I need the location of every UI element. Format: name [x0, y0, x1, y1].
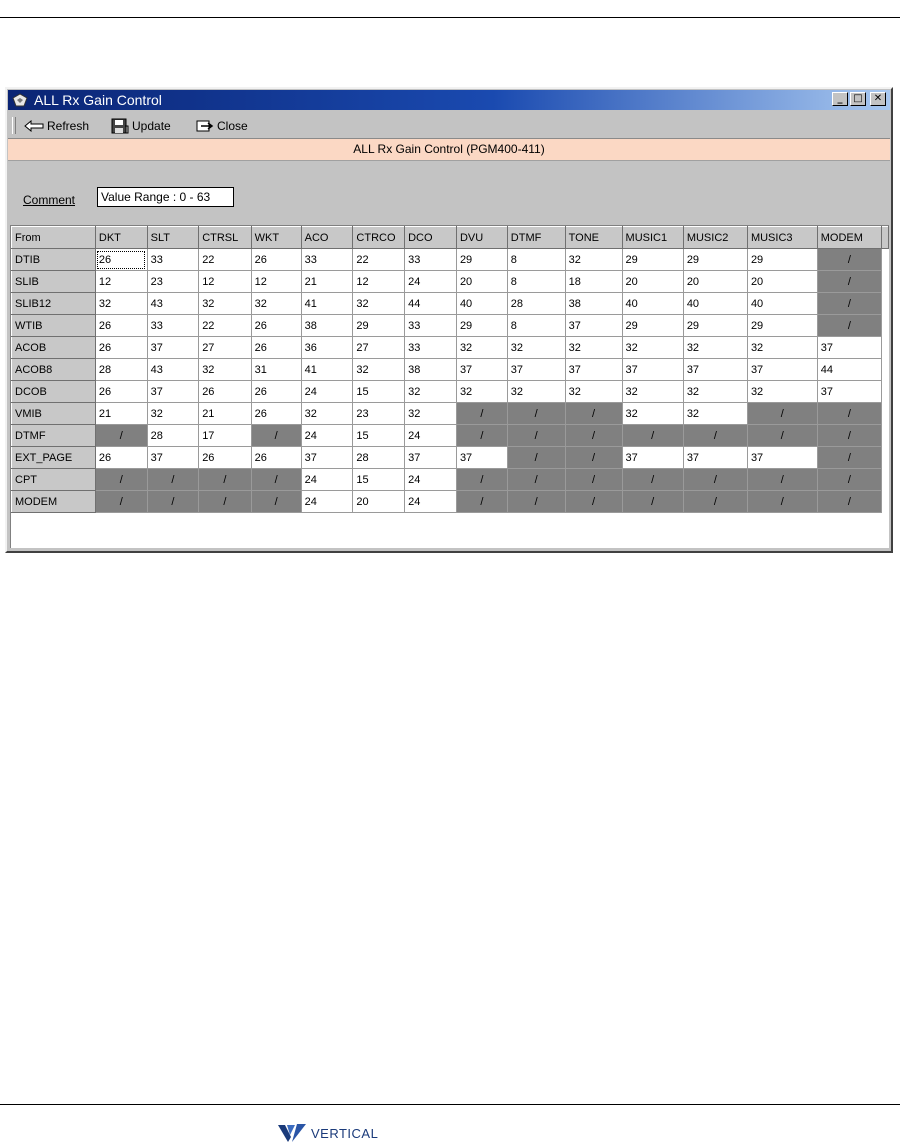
grid-cell-unavailable: / [251, 425, 301, 447]
grid-cell[interactable]: 29 [683, 249, 747, 271]
grid-cell[interactable]: 38 [565, 293, 622, 315]
grid-cell[interactable]: 22 [199, 249, 251, 271]
grid-cell-unavailable: / [683, 469, 747, 491]
row-header-wtib[interactable]: WTIB [12, 315, 96, 337]
grid-cell[interactable]: 29 [683, 315, 747, 337]
grid-cell[interactable]: 32 [199, 359, 251, 381]
grid-cell[interactable]: 15 [353, 425, 405, 447]
row-header-acob8[interactable]: ACOB8 [12, 359, 96, 381]
grid-cell[interactable]: 38 [405, 359, 457, 381]
grid-cell[interactable]: 12 [95, 271, 147, 293]
grid-cell[interactable]: 37 [507, 359, 565, 381]
grid-cell-unavailable: / [199, 469, 251, 491]
grid-cell-unavailable: / [817, 249, 881, 271]
grid-cell-unavailable: / [683, 491, 747, 513]
grid-cell[interactable]: 24 [301, 425, 353, 447]
grid-cell[interactable]: 21 [199, 403, 251, 425]
grid-cell[interactable]: 40 [683, 293, 747, 315]
column-header-music2[interactable]: MUSIC2 [683, 227, 747, 249]
grid-cell-unavailable: / [817, 425, 881, 447]
grid-row-filler [882, 403, 889, 425]
grid-cell[interactable]: 29 [622, 315, 683, 337]
grid-cell[interactable]: 12 [251, 271, 301, 293]
grid-cell-unavailable: / [199, 491, 251, 513]
grid-cell-unavailable: / [507, 491, 565, 513]
grid-cell[interactable]: 43 [147, 359, 199, 381]
column-header-ctrco[interactable]: CTRCO [353, 227, 405, 249]
grid-cell[interactable]: 37 [565, 315, 622, 337]
grid-cell-unavailable: / [817, 315, 881, 337]
table-row [12, 469, 889, 491]
grid-cell[interactable]: 27 [199, 337, 251, 359]
grid-cell[interactable]: 32 [507, 381, 565, 403]
grid-cell[interactable]: 8 [507, 271, 565, 293]
grid-cell[interactable]: 15 [353, 381, 405, 403]
page-banner: ALL Rx Gain Control (PGM400-411) [8, 139, 890, 161]
comment-input[interactable] [97, 187, 234, 207]
grid-cell[interactable]: 22 [353, 249, 405, 271]
grid-cell[interactable]: 26 [95, 337, 147, 359]
grid-cell[interactable]: 37 [683, 359, 747, 381]
grid-cell[interactable]: 28 [353, 447, 405, 469]
grid-row-filler [882, 447, 889, 469]
grid-cell[interactable]: 23 [147, 271, 199, 293]
grid-cell[interactable]: 12 [199, 271, 251, 293]
grid-cell-unavailable: / [507, 447, 565, 469]
grid-cell-unavailable: / [507, 469, 565, 491]
refresh-arrow-icon [24, 120, 44, 132]
grid-cell[interactable]: 37 [622, 447, 683, 469]
grid-header-row [12, 227, 889, 249]
grid-cell-unavailable: / [817, 403, 881, 425]
minimize-button[interactable]: _ [832, 92, 848, 106]
grid-cell[interactable]: 8 [507, 249, 565, 271]
grid-cell[interactable]: 32 [683, 403, 747, 425]
close-window-button[interactable]: ✕ [870, 92, 886, 106]
row-header-slib[interactable]: SLIB [12, 271, 96, 293]
column-header-slt[interactable]: SLT [147, 227, 199, 249]
table-row [12, 359, 889, 381]
table-row [12, 425, 889, 447]
grid-cell[interactable]: 27 [353, 337, 405, 359]
grid-cell-unavailable: / [747, 403, 817, 425]
grid-row-filler [882, 315, 889, 337]
grid-cell[interactable]: 38 [301, 315, 353, 337]
grid-row-filler [882, 469, 889, 491]
grid-cell[interactable]: 37 [147, 381, 199, 403]
grid-cell[interactable]: 8 [507, 315, 565, 337]
grid-cell[interactable]: 32 [565, 337, 622, 359]
grid-cell[interactable]: 40 [747, 293, 817, 315]
grid-cell[interactable]: 24 [405, 469, 457, 491]
grid-cell-unavailable: / [251, 469, 301, 491]
grid-row-filler [882, 491, 889, 513]
grid-cell[interactable]: 32 [622, 381, 683, 403]
grid-cell[interactable]: 37 [747, 359, 817, 381]
grid-cell[interactable]: 32 [622, 403, 683, 425]
grid-cell[interactable]: 24 [301, 469, 353, 491]
close-label: Close [217, 118, 248, 133]
grid-cell[interactable]: 29 [456, 249, 507, 271]
grid-cell[interactable]: 24 [405, 271, 457, 293]
grid-cell-unavailable: / [147, 491, 199, 513]
close-door-icon [196, 119, 214, 133]
grid-row-filler [882, 293, 889, 315]
grid-cell[interactable]: 37 [456, 447, 507, 469]
grid-corner-header: From [12, 227, 96, 249]
refresh-label: Refresh [47, 118, 90, 133]
grid-cell[interactable]: 32 [456, 337, 507, 359]
grid-cell-unavailable: / [565, 403, 622, 425]
column-header-dkt[interactable]: DKT [95, 227, 147, 249]
toolbar [8, 112, 890, 139]
grid-cell-unavailable: / [565, 425, 622, 447]
table-row [12, 271, 889, 293]
table-row [12, 447, 889, 469]
grid-cell[interactable]: 33 [405, 315, 457, 337]
grid-cell[interactable]: 37 [747, 447, 817, 469]
row-header-dtib[interactable]: DTIB [12, 249, 96, 271]
grid-cell[interactable]: 37 [817, 381, 881, 403]
grid-cell[interactable]: 40 [456, 293, 507, 315]
grid-cell[interactable]: 37 [622, 359, 683, 381]
grid-cell[interactable]: 26 [251, 381, 301, 403]
grid-cell[interactable]: 32 [747, 381, 817, 403]
maximize-button[interactable]: □ [850, 92, 866, 106]
grid-cell-unavailable: / [622, 425, 683, 447]
grid-cell[interactable]: 23 [353, 403, 405, 425]
window-title: ALL Rx Gain Control [34, 92, 162, 108]
grid-cell[interactable]: 32 [683, 381, 747, 403]
grid-cell[interactable]: 36 [301, 337, 353, 359]
grid-cell-unavailable: / [507, 425, 565, 447]
column-header-wkt[interactable]: WKT [251, 227, 301, 249]
grid-cell-unavailable: / [683, 425, 747, 447]
grid-cell[interactable]: 21 [95, 403, 147, 425]
grid-cell[interactable]: 32 [353, 359, 405, 381]
grid-cell-unavailable: / [95, 469, 147, 491]
page-bottom-rule [0, 1104, 900, 1105]
grid-cell[interactable]: 33 [147, 249, 199, 271]
grid-cell[interactable]: 32 [95, 293, 147, 315]
grid-cell[interactable]: 21 [301, 271, 353, 293]
grid-cell[interactable]: 32 [199, 293, 251, 315]
grid-cell[interactable]: 37 [456, 359, 507, 381]
grid-cell-unavailable: / [747, 469, 817, 491]
grid-cell[interactable]: 33 [405, 249, 457, 271]
grid-cell[interactable]: 26 [95, 249, 147, 271]
column-header-music3[interactable]: MUSIC3 [747, 227, 817, 249]
table-row [12, 337, 889, 359]
grid-cell[interactable]: 32 [565, 249, 622, 271]
grid-cell[interactable]: 37 [147, 447, 199, 469]
grid-cell-unavailable: / [456, 425, 507, 447]
table-row [12, 293, 889, 315]
grid-cell[interactable]: 32 [353, 293, 405, 315]
save-disk-icon [111, 118, 129, 134]
grid-cell-unavailable: / [147, 469, 199, 491]
update-button[interactable] [111, 117, 171, 134]
grid-row-filler [882, 425, 889, 447]
grid-cell[interactable]: 24 [405, 491, 457, 513]
grid-cell-unavailable: / [565, 469, 622, 491]
grid-cell[interactable]: 32 [301, 403, 353, 425]
grid-cell[interactable]: 29 [456, 315, 507, 337]
column-header-music1[interactable]: MUSIC1 [622, 227, 683, 249]
grid-cell[interactable]: 32 [747, 337, 817, 359]
grid-cell-unavailable: / [747, 425, 817, 447]
grid-cell[interactable]: 33 [147, 315, 199, 337]
column-header-dvu[interactable]: DVU [456, 227, 507, 249]
table-row [12, 315, 889, 337]
grid-cell[interactable]: 32 [405, 403, 457, 425]
grid-cell-unavailable: / [817, 491, 881, 513]
grid-row-filler [882, 337, 889, 359]
grid-cell[interactable]: 17 [199, 425, 251, 447]
grid-cell[interactable]: 18 [565, 271, 622, 293]
grid-cell[interactable]: 41 [301, 293, 353, 315]
grid-cell-unavailable: / [251, 491, 301, 513]
grid-cell-unavailable: / [565, 447, 622, 469]
app-icon [12, 93, 28, 107]
grid-cell[interactable]: 40 [622, 293, 683, 315]
vertical-logo [277, 1123, 378, 1143]
column-header-dco[interactable]: DCO [405, 227, 457, 249]
grid-cell-unavailable: / [817, 469, 881, 491]
column-header-ctrsl[interactable]: CTRSL [199, 227, 251, 249]
grid-cell[interactable]: 37 [565, 359, 622, 381]
column-header-filler [882, 227, 889, 249]
grid-row-filler [882, 271, 889, 293]
grid-cell[interactable]: 26 [199, 447, 251, 469]
grid-cell-unavailable: / [817, 447, 881, 469]
grid-cell[interactable]: 28 [507, 293, 565, 315]
grid-cell[interactable]: 29 [747, 249, 817, 271]
grid-cell-unavailable: / [565, 491, 622, 513]
grid-cell[interactable]: 32 [565, 381, 622, 403]
grid-row-filler [882, 381, 889, 403]
grid-cell[interactable]: 32 [147, 403, 199, 425]
grid-cell[interactable]: 26 [95, 381, 147, 403]
row-header-dcob[interactable]: DCOB [12, 381, 96, 403]
column-header-dtmf[interactable]: DTMF [507, 227, 565, 249]
grid-cell[interactable]: 37 [147, 337, 199, 359]
grid-cell[interactable]: 29 [353, 315, 405, 337]
grid-cell[interactable]: 29 [622, 249, 683, 271]
grid-cell[interactable]: 26 [199, 381, 251, 403]
grid-cell[interactable]: 43 [147, 293, 199, 315]
grid-cell-unavailable: / [95, 491, 147, 513]
table-row [12, 403, 889, 425]
update-label: Update [132, 118, 171, 133]
title-bar[interactable] [8, 90, 890, 110]
row-header-acob[interactable]: ACOB [12, 337, 96, 359]
grid-cell[interactable]: 32 [683, 337, 747, 359]
comment-label: Comment [23, 193, 76, 207]
grid-cell[interactable]: 32 [507, 337, 565, 359]
grid-cell[interactable]: 31 [251, 359, 301, 381]
row-header-slib12[interactable]: SLIB12 [12, 293, 96, 315]
row-header-dtmf[interactable]: DTMF [12, 425, 96, 447]
grid-cell[interactable]: 44 [405, 293, 457, 315]
grid-cell[interactable]: 26 [251, 337, 301, 359]
grid-cell[interactable]: 22 [199, 315, 251, 337]
grid-cell[interactable]: 33 [405, 337, 457, 359]
column-header-modem[interactable]: MODEM [817, 227, 881, 249]
grid-cell-unavailable: / [622, 469, 683, 491]
vertical-v-logo-icon [277, 1123, 307, 1143]
grid-cell-unavailable: / [817, 271, 881, 293]
grid-cell[interactable]: 41 [301, 359, 353, 381]
grid-cell-unavailable: / [456, 491, 507, 513]
grid-cell[interactable]: 37 [301, 447, 353, 469]
grid-cell[interactable]: 20 [456, 271, 507, 293]
logo-text: VERTICAL [311, 1125, 379, 1141]
grid-cell[interactable]: 12 [353, 271, 405, 293]
grid-cell-unavailable: / [95, 425, 147, 447]
grid-cell-unavailable: / [456, 469, 507, 491]
gain-grid-area [10, 225, 889, 548]
grid-cell-unavailable: / [622, 491, 683, 513]
grid-cell[interactable]: 26 [95, 315, 147, 337]
grid-cell[interactable]: 37 [817, 337, 881, 359]
toolbar-grip[interactable] [12, 117, 16, 134]
gain-grid [11, 226, 889, 513]
grid-cell[interactable]: 28 [95, 359, 147, 381]
grid-cell[interactable]: 20 [353, 491, 405, 513]
grid-row-filler [882, 249, 889, 271]
grid-cell-unavailable: / [507, 403, 565, 425]
grid-cell-unavailable: / [817, 293, 881, 315]
grid-cell[interactable]: 32 [251, 293, 301, 315]
grid-cell[interactable]: 44 [817, 359, 881, 381]
grid-cell[interactable]: 24 [301, 381, 353, 403]
grid-cell[interactable]: 24 [301, 491, 353, 513]
grid-cell[interactable]: 37 [405, 447, 457, 469]
grid-cell[interactable]: 29 [747, 315, 817, 337]
grid-cell[interactable]: 37 [683, 447, 747, 469]
grid-row-filler [882, 359, 889, 381]
grid-cell[interactable]: 26 [95, 447, 147, 469]
grid-cell[interactable]: 20 [622, 271, 683, 293]
grid-cell[interactable]: 26 [251, 249, 301, 271]
window-controls [832, 92, 886, 106]
refresh-button[interactable] [24, 117, 89, 134]
grid-cell[interactable]: 32 [405, 381, 457, 403]
column-header-aco[interactable]: ACO [301, 227, 353, 249]
grid-cell[interactable]: 24 [405, 425, 457, 447]
row-header-vmib[interactable]: VMIB [12, 403, 96, 425]
grid-cell[interactable]: 26 [251, 403, 301, 425]
grid-cell-unavailable: / [456, 403, 507, 425]
grid-cell[interactable]: 20 [683, 271, 747, 293]
rx-gain-window [5, 87, 893, 553]
row-header-cpt[interactable]: CPT [12, 469, 96, 491]
grid-cell[interactable]: 15 [353, 469, 405, 491]
grid-cell[interactable]: 20 [747, 271, 817, 293]
grid-cell[interactable]: 32 [622, 337, 683, 359]
column-header-tone[interactable]: TONE [565, 227, 622, 249]
grid-cell[interactable]: 26 [251, 447, 301, 469]
close-button[interactable] [196, 117, 248, 134]
row-header-ext-page[interactable]: EXT_PAGE [12, 447, 96, 469]
table-row [12, 491, 889, 513]
page-top-rule [0, 17, 900, 18]
row-header-modem[interactable]: MODEM [12, 491, 96, 513]
grid-cell[interactable]: 32 [456, 381, 507, 403]
table-row [12, 381, 889, 403]
grid-cell-unavailable: / [747, 491, 817, 513]
table-row [12, 249, 889, 271]
grid-cell[interactable]: 33 [301, 249, 353, 271]
grid-cell[interactable]: 26 [251, 315, 301, 337]
grid-cell[interactable]: 28 [147, 425, 199, 447]
